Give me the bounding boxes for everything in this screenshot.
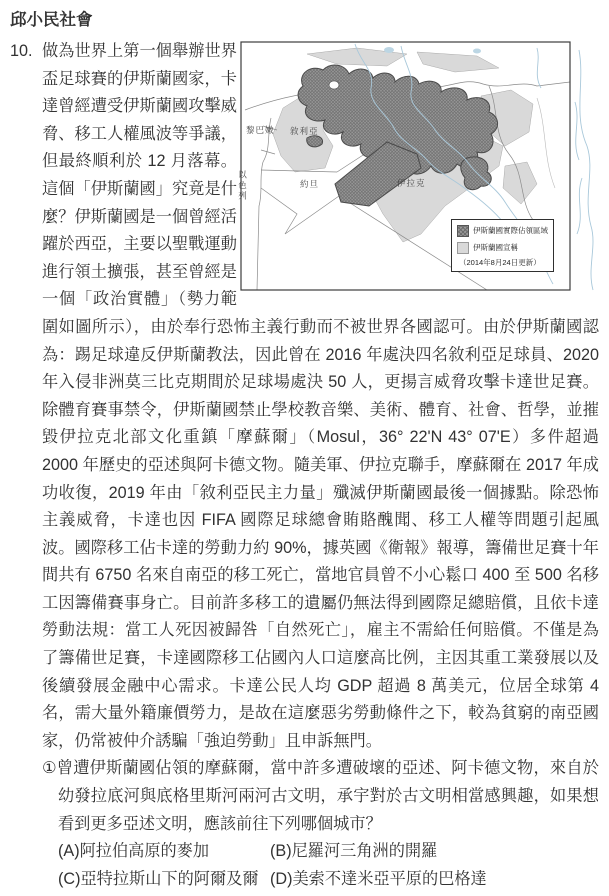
option-c-label: (C) xyxy=(58,869,81,888)
option-a xyxy=(58,838,270,866)
map-label-syria: 敘利亞 xyxy=(290,126,319,136)
map-label-lebanon: 黎巴嫩 xyxy=(246,125,275,135)
sub-question-marker: ① xyxy=(42,759,57,778)
question-10 xyxy=(10,38,599,893)
option-c-text: 亞特拉斯山下的阿爾及爾 xyxy=(80,869,259,888)
option-d xyxy=(270,866,599,894)
sub-question-text: 曾遭伊斯蘭國佔領的摩蘇爾，當中許多遭破壞的亞述、阿卡德文物，來自於幼發拉底河與底格里斯河兩河古文明，承宇對於古文明相當感興趣，如果想看到更多亞述文明，應該前往下列哪個城市？ xyxy=(56,759,599,833)
option-d-label: (D) xyxy=(270,869,293,888)
map-label-israel: 以色列 xyxy=(237,170,248,202)
map-label-jordan: 約旦 xyxy=(300,179,320,189)
question-text-block xyxy=(42,38,599,755)
legend-label-claimed: 伊斯蘭國宣稱 xyxy=(473,243,518,253)
legend-label-occupied: 伊斯蘭國實際佔領區域 xyxy=(473,226,548,236)
map-legend xyxy=(451,219,554,272)
option-b xyxy=(270,838,599,866)
legend-swatch-claimed xyxy=(457,242,469,254)
option-b-text: 尼羅河三角洲的開羅 xyxy=(291,842,438,861)
page-title: 邱小民社會 xyxy=(10,11,93,29)
map-figure xyxy=(237,38,599,300)
question-number: 10. xyxy=(10,42,33,60)
option-d-text: 美索不達米亞平原的巴格達 xyxy=(292,869,487,888)
legend-row-claimed xyxy=(457,242,549,254)
sub-question xyxy=(42,755,599,838)
option-a-text: 阿拉伯高原的麥加 xyxy=(79,842,210,861)
options-grid xyxy=(58,838,599,893)
map-gap xyxy=(329,81,339,89)
map-label-iraq: 伊拉克 xyxy=(397,178,426,188)
question-body: 做為世界上第一個舉辦世界盃足球賽的伊斯蘭國家，卡達曾經遭受伊斯蘭國攻擊威脅、移工人權風波等爭議，但最終順利於 12 月落幕。這個「伊斯蘭國」究竟是什麼？伊斯蘭國是一個曾經活躍於西亞，主要以聖戰運動進行領土擴張，甚至曾經是一個「政治實體」（勢力範圍如圖所示），由於奉行恐怖主義行動而不被世界各國認可。由於伊斯蘭國認為：踢足球違反伊斯蘭教法，因此曾在 2016 年處決四名敘利亞足球員、2020 年入侵非洲莫三比克期間於足球場處決 50 人，更揚言威脅攻擊卡達世足賽。除體育賽事禁令，伊斯蘭國禁止學校教音樂、美術、體育、社會、哲學，並摧毀伊拉克北部文化重鎮「摩蘇爾」（Mosul，36° 22'N 43° 07'E）多件超過 2000 年歷史的亞述與阿卡德文物。隨美軍、伊拉克聯手，摩蘇爾在 2017 年成功收復，2019 年由「敘利亞民主力量」殲滅伊斯蘭國最後一個據點。除恐怖主義威脅，卡達也因 FIFA 國際足球總會賄賂醜聞、移工人權等問題引起風波。國際移工佔卡達的勞動力約 90%，據英國《衛報》報導，籌備世足賽十年間共有 6750 名來自南亞的移工死亡，當地官員曾不小心鬆口 400 至 500 名移工因籌備賽事身亡。目前許多移工的遺屬仍無法得到國際足總賠償，且依卡達勞動法規：當工人死因被歸咎「自然死亡」，雇主不需給任何賠償。不僅是為了籌備世足賽，卡達國際移工佔國內人口這麼高比例，主因其重工業發展以及後續發展金融中心需求。卡達公民人均 GDP 超過 8 萬美元，位居全球第 4 名，需大量外籍廉價勞力，是故在這麼惡劣勞動條件之下，較為貧窮的南亞國家，仍常被仲介誘騙「強迫勞動」且申訴無門。 xyxy=(42,42,599,750)
option-b-label: (B) xyxy=(270,842,292,861)
legend-row-occupied xyxy=(457,225,549,237)
legend-swatch-occupied xyxy=(457,225,469,237)
option-a-label: (A) xyxy=(58,842,80,861)
option-c xyxy=(58,866,270,894)
legend-updated-date: （2014年8月24日更新） xyxy=(459,258,541,267)
